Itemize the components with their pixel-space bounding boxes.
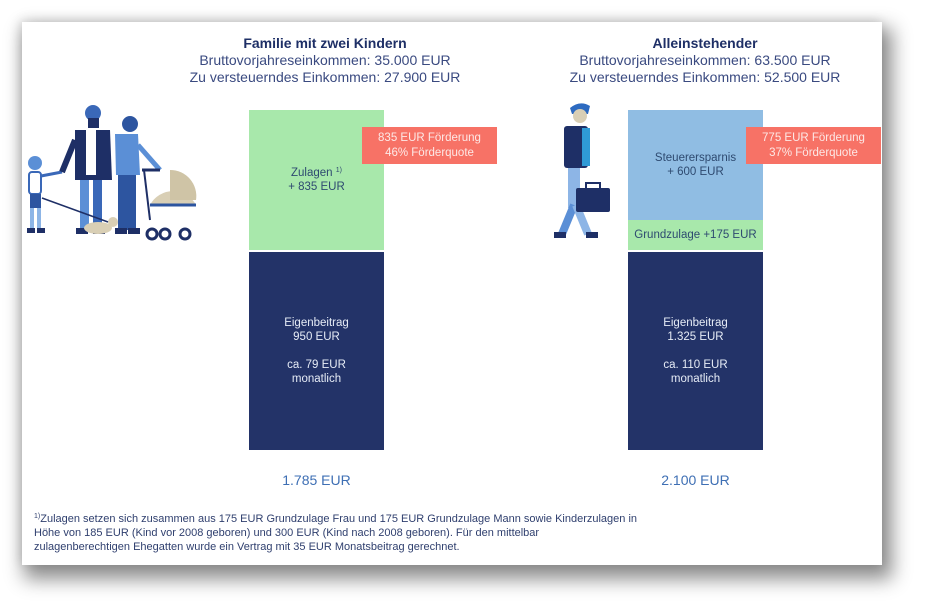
footnote — [34, 512, 714, 554]
eigenbeitrag-label: Eigenbeitrag — [663, 317, 728, 329]
eigenbeitrag-label: Eigenbeitrag — [284, 317, 349, 329]
footnote-marker: 1) — [335, 167, 342, 174]
right-eigenbeitrag-segment — [628, 252, 763, 450]
footnote-line: zulagenberechtigen Ehegatten wurde ein Vertrag mit 35 EUR Monatsbeitrag gerechnet. — [34, 541, 460, 553]
left-eigenbeitrag-segment — [249, 252, 384, 450]
right-gross-income: Bruttovorjahreseinkommen: 63.500 EUR — [579, 52, 831, 68]
right-grundzulage-segment — [628, 220, 763, 250]
footnote-line: Höhe von 185 EUR (Kind vor 2008 geboren) und 300 EUR (Kind nach 2008 geboren). Für den mittelbar — [34, 527, 540, 539]
monthly-value: ca. 79 EUR — [287, 359, 346, 371]
left-foerderung-badge — [362, 127, 497, 164]
right-steuerersparnis-segment — [628, 110, 763, 220]
right-taxable-income: Zu versteuerndes Einkommen: 52.500 EUR — [569, 69, 841, 85]
businessman-illustration-icon — [548, 100, 618, 245]
footnote-marker: 1) — [34, 513, 41, 520]
eigenbeitrag-value: 1.325 EUR — [667, 331, 724, 343]
steuerersparnis-value: + 600 EUR — [667, 166, 724, 178]
right-stacked-bar — [628, 110, 763, 450]
left-gross-income: Bruttovorjahreseinkommen: 35.000 EUR — [199, 52, 451, 68]
badge-quote: 37% Förderquote — [769, 146, 858, 159]
monthly-label: monatlich — [291, 373, 342, 385]
left-header — [150, 35, 500, 86]
zulagen-value: + 835 EUR — [288, 181, 345, 193]
right-total: 2.100 EUR — [661, 472, 730, 488]
monthly-label: monatlich — [670, 373, 721, 385]
right-foerderung-badge — [746, 127, 881, 164]
badge-amount: 835 EUR Förderung — [378, 131, 481, 144]
grundzulage-label: Grundzulage +175 EUR — [634, 229, 757, 241]
steuerersparnis-label: Steuerersparnis — [654, 152, 737, 164]
monthly-value: ca. 110 EUR — [663, 359, 728, 371]
left-title: Familie mit zwei Kindern — [243, 35, 407, 51]
right-header — [530, 35, 880, 86]
badge-amount: 775 EUR Förderung — [762, 131, 865, 144]
zulagen-label: Zulagen — [291, 167, 333, 179]
left-total: 1.785 EUR — [282, 472, 351, 488]
right-title: Alleinstehender — [652, 35, 758, 51]
badge-quote: 46% Förderquote — [385, 146, 474, 159]
left-taxable-income: Zu versteuerndes Einkommen: 27.900 EUR — [189, 69, 461, 85]
eigenbeitrag-value: 950 EUR — [293, 331, 340, 343]
family-illustration-icon — [20, 100, 200, 245]
footnote-line: Zulagen setzen sich zusammen aus 175 EUR Grundzulage Frau und 175 EUR Grundzulage Mann sowie Kinderzulagen in — [40, 513, 638, 525]
